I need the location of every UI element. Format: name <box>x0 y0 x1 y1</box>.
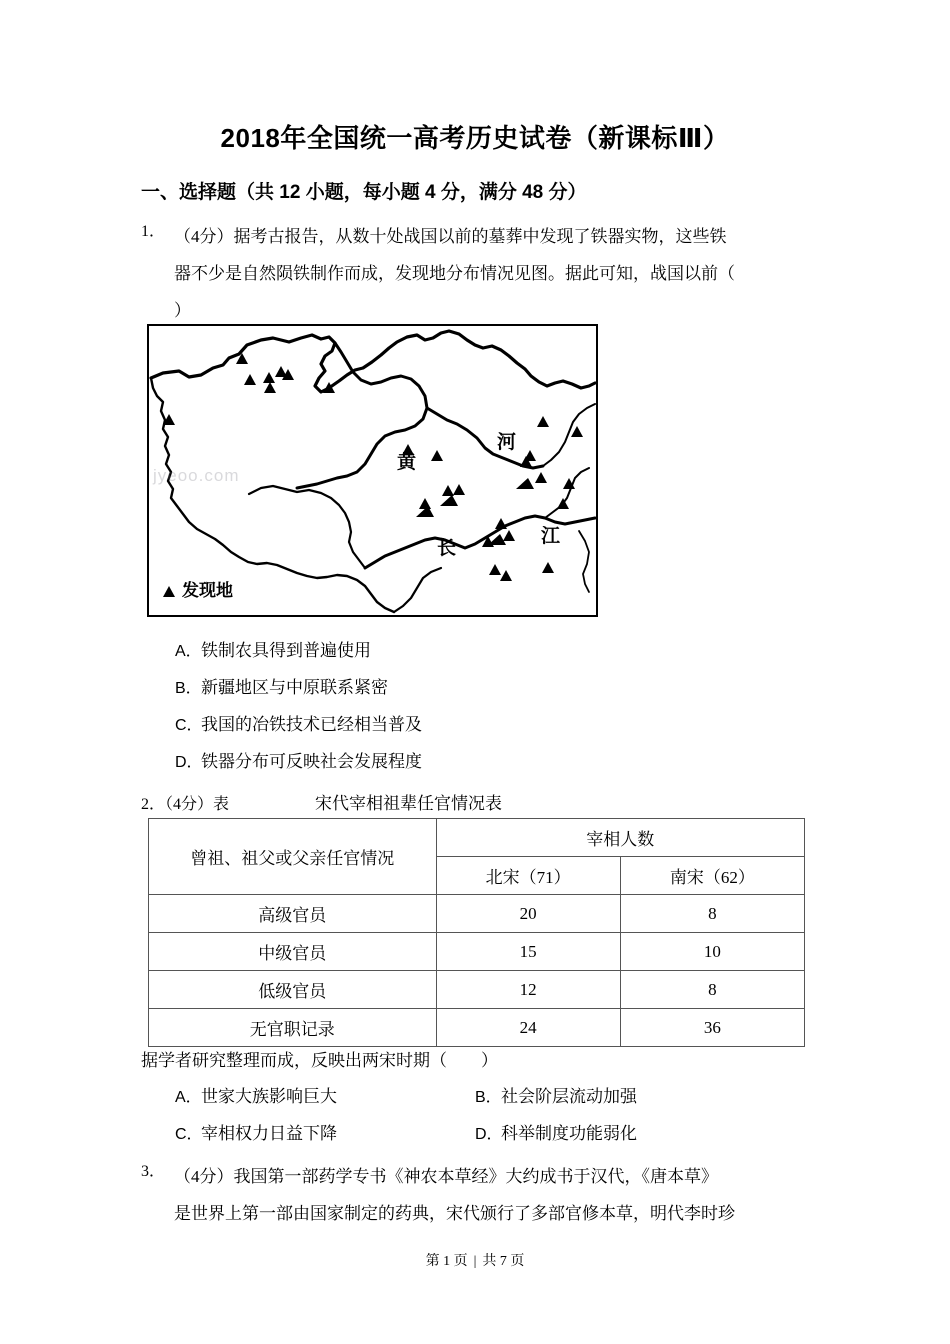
figure-iron-discovery-map <box>147 324 598 617</box>
question-2-after-table <box>141 1046 841 1076</box>
table-header-northern-song: 北宋（71） <box>436 857 620 895</box>
option-2-b-letter: B． <box>475 1089 502 1106</box>
table-title: 宋代宰相祖辈任官情况表 <box>315 794 503 813</box>
table-row <box>149 895 805 933</box>
section-heading: 一、选择题（共 12 小题，每小题 4 分，满分 48 分） <box>141 182 587 203</box>
question-2-options <box>175 1078 835 1152</box>
label-he: 河 <box>497 432 517 453</box>
question-1 <box>141 218 841 329</box>
question-1-number: 1． <box>141 223 166 240</box>
option-2-c[interactable] <box>175 1115 475 1153</box>
question-2-prompt: 据学者研究整理而成，反映出两宋时期（ ） <box>141 1051 498 1070</box>
question-1-line-1: （4分）据考古报告，从数十处战国以前的墓葬中发现了铁器实物，这些铁 <box>174 227 727 246</box>
chancellor-ancestry-table <box>148 818 805 1047</box>
table-header-group: 宰相人数 <box>436 819 804 857</box>
option-2-b[interactable] <box>475 1078 637 1116</box>
row-0-label: 高级官员 <box>149 895 437 933</box>
question-3 <box>141 1158 841 1232</box>
china-outline-svg <box>149 326 596 615</box>
question-2-number: 2． <box>141 796 166 813</box>
row-3-label: 无官职记录 <box>149 1009 437 1047</box>
table-header-southern-song: 南宋（62） <box>620 857 804 895</box>
option-2-row-2 <box>175 1115 835 1152</box>
option-1-d-letter: D． <box>175 754 203 771</box>
table-header-row-1 <box>149 819 805 857</box>
option-2-d-text: 科举制度功能弱化 <box>501 1124 637 1143</box>
question-1-line-2: 器不少是自然陨铁制作而成，发现地分布情况见图。据此可知，战国以前（ <box>174 264 735 283</box>
option-2-c-text: 宰相权力日益下降 <box>201 1124 337 1143</box>
option-2-c-letter: C． <box>175 1126 203 1143</box>
option-1-a-text: 铁制农具得到普遍使用 <box>201 641 371 660</box>
triangle-marker-icon <box>163 586 175 597</box>
question-3-body <box>174 1158 841 1232</box>
option-1-c-letter: C． <box>175 717 203 734</box>
page-footer <box>0 1250 950 1270</box>
row-1-south: 10 <box>620 933 804 971</box>
option-1-b-letter: B． <box>175 680 202 697</box>
option-1-a-letter: A． <box>175 643 202 660</box>
row-0-south: 8 <box>620 895 804 933</box>
option-1-d-text: 铁器分布可反映社会发展程度 <box>201 752 422 771</box>
table-header-col1: 曾祖、祖父或父亲任官情况 <box>149 819 437 895</box>
question-2-caption <box>141 789 502 814</box>
row-2-label: 低级官员 <box>149 971 437 1009</box>
table-row <box>149 971 805 1009</box>
page-title: 2018年全国统一高考历史试卷（新课标Ⅲ） <box>220 123 730 153</box>
row-2-south: 8 <box>620 971 804 1009</box>
option-2-d[interactable] <box>475 1115 637 1153</box>
question-3-line-1: （4分）我国第一部药学专书《神农本草经》大约成书于汉代，《唐本草》 <box>174 1167 718 1186</box>
option-2-a[interactable] <box>175 1078 475 1116</box>
question-1-body <box>174 218 841 329</box>
option-2-row-1 <box>175 1078 835 1115</box>
label-jiang: 江 <box>541 526 561 547</box>
option-2-a-letter: A． <box>175 1089 202 1106</box>
row-1-north: 15 <box>436 933 620 971</box>
question-2-lead: （4分）表 <box>165 796 230 813</box>
option-2-a-text: 世家大族影响巨大 <box>201 1087 337 1106</box>
map-watermark: jyeoo.com <box>153 466 240 485</box>
option-1-b[interactable] <box>175 669 815 706</box>
question-3-line-2: 是世界上第一部由国家制定的药典，宋代颁行了多部官修本草，明代李时珍 <box>174 1204 735 1223</box>
footer-separator: | <box>473 1254 477 1269</box>
label-chang: 长 <box>437 538 457 559</box>
option-1-c[interactable] <box>175 706 815 743</box>
option-1-b-text: 新疆地区与中原联系紧密 <box>201 678 388 697</box>
option-2-b-text: 社会阶层流动加强 <box>501 1087 637 1106</box>
footer-current-page: 第 1 页 <box>425 1254 468 1269</box>
row-2-north: 12 <box>436 971 620 1009</box>
option-1-a[interactable] <box>175 632 815 669</box>
table-row <box>149 1009 805 1047</box>
map-legend-label: 发现地 <box>182 581 233 600</box>
row-1-label: 中级官员 <box>149 933 437 971</box>
row-3-south: 36 <box>620 1009 804 1047</box>
label-huang: 黄 <box>397 452 417 473</box>
option-2-d-letter: D． <box>475 1126 503 1143</box>
question-1-options <box>175 632 815 780</box>
table-row <box>149 933 805 971</box>
question-3-number: 3． <box>141 1163 166 1180</box>
question-1-line-3: ） <box>174 301 191 320</box>
option-1-c-text: 我国的冶铁技术已经相当普及 <box>201 715 422 734</box>
row-3-north: 24 <box>436 1009 620 1047</box>
map-legend <box>163 576 233 601</box>
footer-total-pages: 共 7 页 <box>482 1254 525 1269</box>
row-0-north: 20 <box>436 895 620 933</box>
option-1-d[interactable] <box>175 743 815 780</box>
